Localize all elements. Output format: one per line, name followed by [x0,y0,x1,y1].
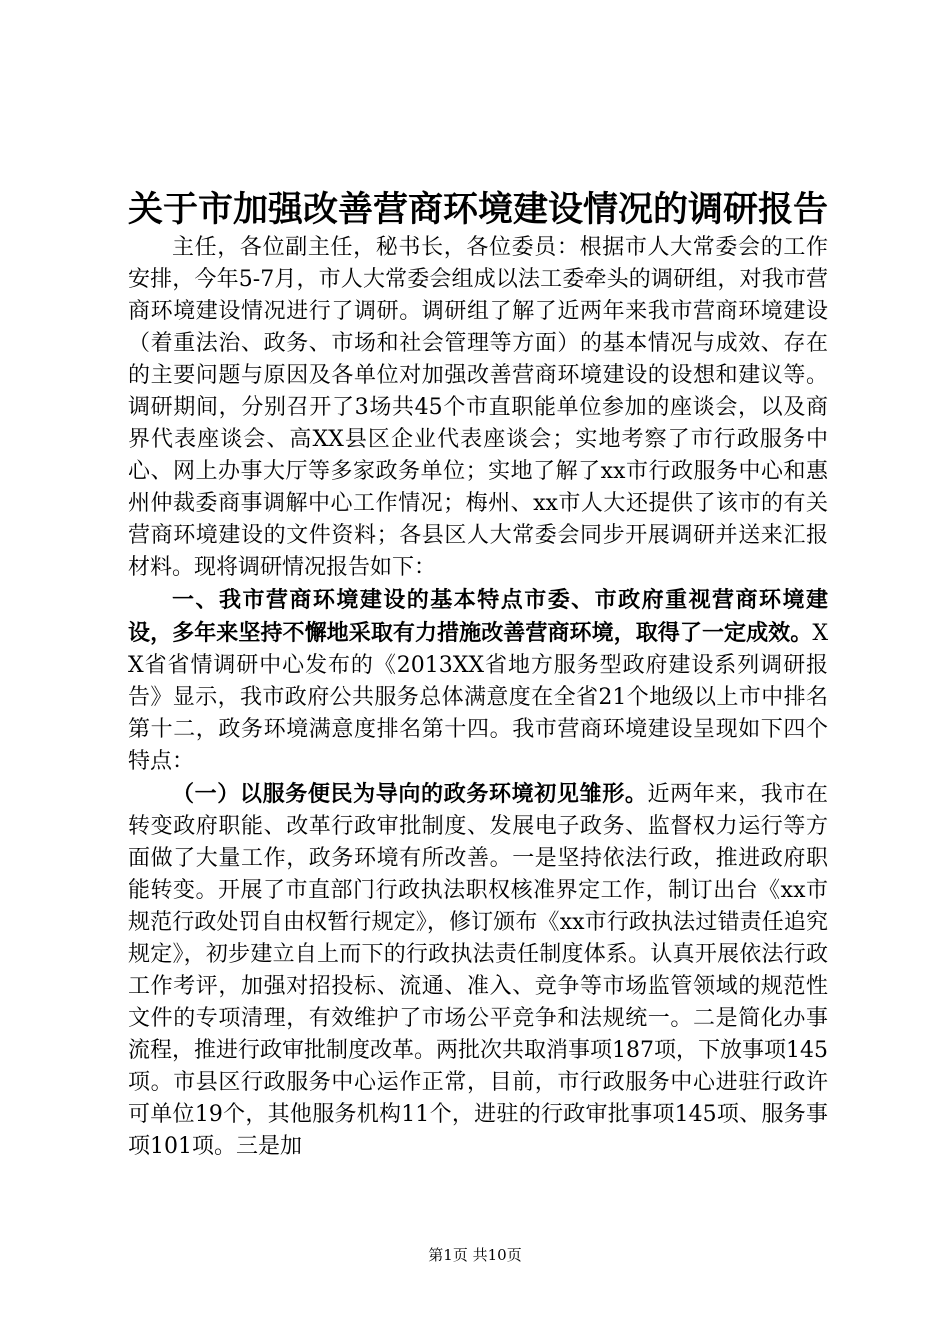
document-body [128,232,828,1163]
subsection-1-text: 近两年来，我市在转变政府职能、改革行政审批制度、发展电子政务、监督权力运行等方面做了大量工作，政务环境有所改善。一是坚持依法行政，推进政府职能转变。开展了市直部门行政执法职权核准界定工作，制订出台《xx市规范行政处罚自由权暂行规定》，修订颁布《xx市行政执法过错责任追究规定》，初步建立自上而下的行政执法责任制度体系。认真开展依法行政工作考评，加强对招投标、流通、准入、竞争等市场监管领域的规范性文件的专项清理，有效维护了市场公平竞争和法规统一。二是简化办事流程，推进行政审批制度改革。两批次共取消事项187项，下放事项145项。市县区行政服务中心运作正常，目前，市行政服务中心进驻行政许可单位19个，其他服务机构11个，进驻的行政审批事项145项、服务事项101项。三是加 [128,782,828,1159]
document-title: 关于市加强改善营商环境建设情况的调研报告 [128,189,829,230]
section-1-heading: 一、我市营商环境建设的基本特点市委、市政府重视营商环境建设，多年来坚持不懈地采取有力措施改善营商环境，取得了一定成效。 [128,587,828,646]
section-1-text: XX省省情调研中心发布的《2013XX省地方服务型政府建设系列调研报告》显示，我市政府公共服务总体满意度在全省21个地级以上市中排名第十二，政务环境满意度排名第十四。我市营商环境建设呈现如下四个特点： [128,621,828,774]
page-number-footer: 第1页 共10页 [428,1246,522,1264]
paragraph-section-1 [128,584,828,778]
subsection-1-heading: （一）以服务便民为导向的政务环境初见雏形。 [172,781,648,807]
paragraph-intro-text: 主任，各位副主任，秘书长，各位委员：根据市人大常委会的工作安排，今年5-7月，市人大常委会组成以法工委牵头的调研组，对我市营商环境建设情况进行了调研。调研组了解了近两年来我市营商环境建设（着重法治、政务、市场和社会管理等方面）的基本情况与成效、存在的主要问题与原因及各单位对加强改善营商环境建设的设想和建议等。调研期间，分别召开了3场共45个市直职能单位参加的座谈会，以及商界代表座谈会、高XX县区企业代表座谈会；实地考察了市行政服务中心、网上办事大厅等多家政务单位；实地了解了xx市行政服务中心和惠州仲裁委商事调解中心工作情况；梅州、xx市人大还提供了该市的有关营商环境建设的文件资料；各县区人大常委会同步开展调研并送来汇报材料。现将调研情况报告如下： [128,235,828,580]
paragraph-intro [128,232,828,584]
paragraph-subsection-1 [128,778,828,1163]
